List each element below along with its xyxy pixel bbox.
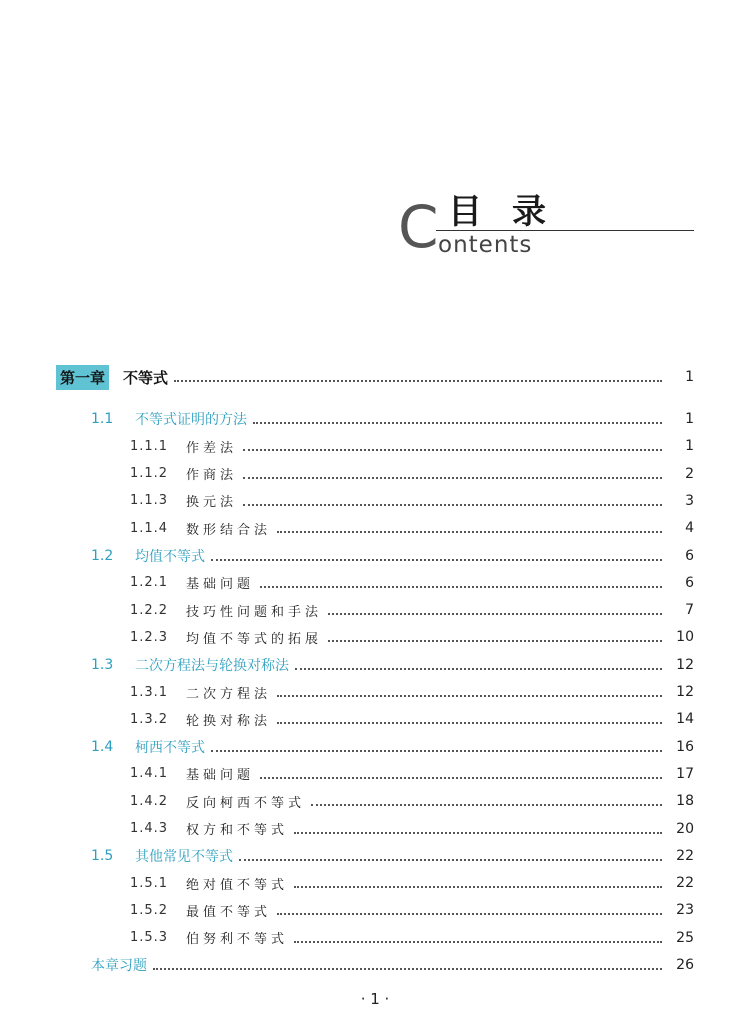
subsection-title: 反向柯西不等式 xyxy=(186,795,306,811)
dot-leader xyxy=(243,477,662,479)
section-title: 均值不等式 xyxy=(135,548,205,565)
dot-leader xyxy=(239,859,662,861)
subsection-title: 伯努利不等式 xyxy=(186,932,289,948)
dot-leader xyxy=(311,804,662,806)
subsection-title: 基础问题 xyxy=(186,577,255,593)
dot-leader xyxy=(174,380,662,382)
page-number: 6 xyxy=(685,547,694,564)
page-number: 4 xyxy=(685,520,694,537)
subsection-number: 1.3.2 xyxy=(130,711,169,727)
page-number: 7 xyxy=(685,602,694,619)
page-number: 17 xyxy=(676,765,694,782)
toc-subsection-row[interactable] xyxy=(0,624,750,650)
page-number: 12 xyxy=(676,684,694,700)
subsection-number: 1.4.3 xyxy=(130,821,169,836)
subsection-title: 二次方程法 xyxy=(186,686,272,702)
page-number: 10 xyxy=(676,629,694,646)
toc-section-row[interactable] xyxy=(0,543,750,569)
page-number: 18 xyxy=(676,793,694,810)
subsection-title: 技巧性问题和手法 xyxy=(186,604,323,620)
dot-leader xyxy=(277,913,662,915)
section-title: 二次方程法与轮换对称法 xyxy=(135,657,289,674)
toc-section-row[interactable] xyxy=(0,652,750,678)
chapter-number: 第一章 xyxy=(56,365,109,390)
dot-leader xyxy=(277,531,662,533)
dot-leader xyxy=(243,449,662,451)
subsection-title: 轮换对称法 xyxy=(186,713,272,729)
subsection-title: 均值不等式的拓展 xyxy=(186,631,323,647)
dot-leader xyxy=(243,504,662,506)
toc-subsection-row[interactable] xyxy=(0,515,750,541)
page-number: 14 xyxy=(676,711,694,728)
subsection-title: 基础问题 xyxy=(186,768,255,784)
dot-leader xyxy=(153,968,662,970)
page-number: 1 xyxy=(685,369,694,385)
section-number: 1.2 xyxy=(91,547,114,564)
toc-exercises-row[interactable] xyxy=(0,952,750,978)
toc-subsection-row[interactable] xyxy=(0,461,750,487)
dot-leader xyxy=(295,668,662,670)
section-number: 1.5 xyxy=(91,847,114,864)
toc-subsection-row[interactable] xyxy=(0,597,750,623)
subsection-number: 1.1.2 xyxy=(130,466,169,482)
page-number: 23 xyxy=(676,902,694,919)
toc-subsection-row[interactable] xyxy=(0,433,750,459)
dot-leader xyxy=(277,695,662,697)
page-number: 6 xyxy=(685,574,694,591)
dot-leader xyxy=(260,586,662,588)
dot-leader xyxy=(211,559,662,561)
page-number: 16 xyxy=(676,738,694,755)
subsection-number: 1.1.4 xyxy=(130,520,169,536)
title-letter-c: C xyxy=(398,193,439,261)
subsection-title: 作商法 xyxy=(186,468,238,484)
page-footer-number: · 1 · xyxy=(360,990,390,1008)
dot-leader xyxy=(277,722,662,724)
toc-subsection-row[interactable] xyxy=(0,788,750,814)
toc-subsection-row[interactable] xyxy=(0,706,750,732)
page-number: 3 xyxy=(685,492,694,509)
page-number: 25 xyxy=(676,929,694,946)
dot-leader xyxy=(294,832,662,834)
page-number: 12 xyxy=(676,656,694,673)
title-chinese: 目录 xyxy=(448,192,576,232)
subsection-number: 1.4.1 xyxy=(130,766,169,782)
dot-leader xyxy=(328,613,662,615)
page-number: 1 xyxy=(685,438,694,455)
subsection-number: 1.5.1 xyxy=(130,875,169,891)
section-title: 柯西不等式 xyxy=(135,739,205,756)
toc-section-row[interactable] xyxy=(0,843,750,869)
subsection-title: 数形结合法 xyxy=(186,522,272,538)
section-number: 1.1 xyxy=(91,411,114,427)
toc-section-row[interactable] xyxy=(0,734,750,760)
subsection-number: 1.2.3 xyxy=(130,629,169,645)
subsection-number: 1.4.2 xyxy=(130,793,169,809)
subsection-title: 作差法 xyxy=(186,440,238,456)
contents-title xyxy=(396,180,696,270)
subsection-number: 1.2.2 xyxy=(130,602,169,618)
subsection-title: 权方和不等式 xyxy=(186,823,289,838)
exercises-title: 本章习题 xyxy=(91,958,147,974)
toc-subsection-row[interactable] xyxy=(0,761,750,787)
dot-leader xyxy=(328,640,662,642)
toc-subsection-row[interactable] xyxy=(0,870,750,896)
dot-leader xyxy=(211,750,662,752)
toc-chapter-row[interactable] xyxy=(0,364,750,390)
page-number: 22 xyxy=(676,847,694,864)
dot-leader xyxy=(294,941,662,943)
toc-subsection-row[interactable] xyxy=(0,925,750,951)
section-title: 其他常见不等式 xyxy=(135,848,233,865)
subsection-number: 1.3.1 xyxy=(130,684,169,700)
toc-subsection-row[interactable] xyxy=(0,816,750,842)
chapter-title: 不等式 xyxy=(123,368,169,387)
section-number: 1.4 xyxy=(91,738,114,755)
section-number: 1.3 xyxy=(91,656,114,673)
page-number: 26 xyxy=(676,957,694,973)
page-number: 2 xyxy=(685,465,694,482)
title-rule xyxy=(436,230,694,231)
toc-subsection-row[interactable] xyxy=(0,570,750,596)
title-english: ontents xyxy=(438,232,533,258)
dot-leader xyxy=(253,422,662,424)
toc-section-row[interactable] xyxy=(0,406,750,432)
section-title: 不等式证明的方法 xyxy=(135,412,247,428)
subsection-number: 1.5.3 xyxy=(130,930,169,946)
dot-leader xyxy=(294,886,662,888)
toc-subsection-row[interactable] xyxy=(0,679,750,705)
toc-subsection-row[interactable] xyxy=(0,897,750,923)
subsection-number: 1.2.1 xyxy=(130,575,169,591)
dot-leader xyxy=(260,777,662,779)
subsection-number: 1.5.2 xyxy=(130,902,169,918)
subsection-title: 最值不等式 xyxy=(186,904,272,920)
toc-subsection-row[interactable] xyxy=(0,488,750,514)
page-number: 1 xyxy=(685,411,694,427)
subsection-title: 绝对值不等式 xyxy=(186,877,289,893)
subsection-number: 1.1.3 xyxy=(130,493,169,509)
page-number: 20 xyxy=(676,820,694,837)
subsection-number: 1.1.1 xyxy=(130,438,169,454)
subsection-title: 换元法 xyxy=(186,495,238,511)
page-number: 22 xyxy=(676,875,694,892)
